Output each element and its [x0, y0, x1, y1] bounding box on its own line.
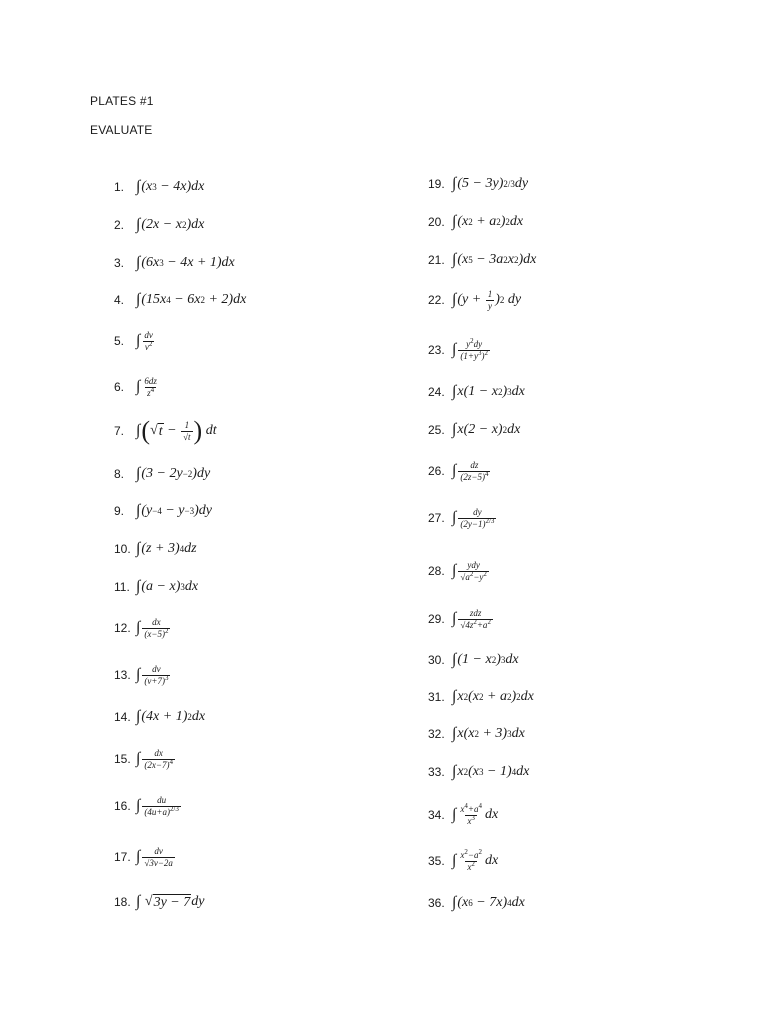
- problem-number: 15.: [114, 752, 131, 766]
- problem-10: [114, 534, 197, 564]
- problem-expression: ∫ dv √3v−2a: [136, 846, 173, 868]
- problem-expression: ∫ (a − x) 3 dx: [136, 578, 199, 595]
- problem-number: 22.: [428, 293, 445, 307]
- problem-expression: ∫ (3 − 2y −2 )dy: [136, 465, 211, 482]
- problem-expression: ∫ dy $(2y-1)^{2/3}$: [452, 507, 495, 529]
- problem-27: [428, 503, 497, 533]
- problem-2: [114, 210, 204, 240]
- problem-expression: ∫ x(2 − x) 2 dx: [452, 421, 521, 438]
- problem-expression: ∫ $y^2dy$ $(1+y^3)^2$: [452, 337, 488, 361]
- problem-number: 28.: [428, 564, 445, 578]
- problem-number: 23.: [428, 343, 445, 357]
- problem-19: [428, 169, 528, 199]
- problem-expression: ∫ dz $(2z-5)^4$: [452, 460, 489, 482]
- problem-34: [428, 800, 498, 830]
- problem-expression: ∫ dv $v^2$: [136, 330, 153, 352]
- problem-expression: ∫ x(1 − x 2 ) 3 dx: [452, 383, 525, 400]
- problem-expression: ∫ $x^4+a^4$ $x^3$ dx: [452, 802, 499, 826]
- problem-number: 9.: [114, 504, 125, 518]
- problem-28: [428, 556, 490, 586]
- problem-expression: ∫ (2x − x 2 )dx: [136, 216, 205, 233]
- problem-expression: ∫ (5 − 3y) 2/3 dy: [452, 175, 529, 192]
- problem-number: 12.: [114, 621, 131, 635]
- problem-number: 33.: [428, 765, 445, 779]
- problem-expression: ∫ ( √ t − 1 √t ) dt: [136, 416, 217, 445]
- problem-number: 18.: [114, 895, 131, 909]
- problem-25: [428, 415, 520, 445]
- problem-number: 7.: [114, 424, 125, 438]
- problem-number: 35.: [428, 854, 445, 868]
- problem-33: [428, 757, 529, 787]
- problem-number: 10.: [114, 542, 131, 556]
- problem-number: 26.: [428, 464, 445, 478]
- problem-expression: ∫ (6x 3 − 4x + 1)dx: [136, 254, 235, 271]
- problem-expression: ∫ (4x + 1) 2 dx: [136, 708, 206, 725]
- problem-expression: ∫ (y + 1 y ) 2 dy: [452, 289, 522, 311]
- problem-expression: ∫ (x 5 − 3a 2 x 2 )dx: [452, 251, 537, 268]
- problem-4: [114, 285, 246, 315]
- problem-number: 14.: [114, 710, 131, 724]
- problem-expression: ∫ ydy $√a^2-y^2$: [452, 560, 487, 582]
- problem-expression: ∫ (x 3 − 4x)dx: [136, 178, 205, 195]
- problem-32: [428, 719, 525, 749]
- problem-expression: ∫ dv $(v+7)^3$: [136, 664, 169, 686]
- problem-number: 13.: [114, 668, 131, 682]
- problem-29: [428, 604, 494, 634]
- problem-11: [114, 572, 198, 602]
- problem-7: [114, 416, 217, 446]
- problem-expression: ∫ (15x 4 − 6x 2 + 2)dx: [136, 291, 247, 308]
- problem-12: [114, 613, 171, 643]
- problem-expression: ∫ du $(4u+a)^{2/3}$: [136, 795, 179, 817]
- problem-14: [114, 702, 205, 732]
- problem-5: [114, 326, 156, 356]
- problem-expression: ∫ (z + 3) 4 dz: [136, 540, 197, 557]
- problem-17: [114, 842, 176, 872]
- problem-24: [428, 377, 525, 407]
- problem-number: 27.: [428, 511, 445, 525]
- problem-expression: ∫ (y −4 − y −3 )dy: [136, 502, 212, 519]
- problem-number: 25.: [428, 423, 445, 437]
- problem-number: 31.: [428, 690, 445, 704]
- problem-expression: ∫ x(x 2 + 3) 3 dx: [452, 725, 525, 742]
- problem-35: [428, 846, 498, 876]
- problem-8: [114, 459, 210, 489]
- problem-number: 5.: [114, 334, 125, 348]
- problem-number: 6.: [114, 380, 125, 394]
- problem-number: 30.: [428, 653, 445, 667]
- problem-number: 16.: [114, 799, 131, 813]
- problem-18: [114, 887, 204, 917]
- problem-22: [428, 285, 521, 315]
- problem-number: 19.: [428, 177, 445, 191]
- problem-expression: ∫ (x 6 − 7x) 4 dx: [452, 894, 525, 911]
- problem-number: 1.: [114, 180, 125, 194]
- problem-expression: ∫ 6dz $z^4$: [136, 376, 157, 398]
- problem-expression: ∫ (x 2 + a 2 ) 2 dx: [452, 213, 524, 230]
- problem-number: 36.: [428, 896, 445, 910]
- problem-number: 11.: [114, 580, 130, 594]
- problem-number: 20.: [428, 215, 445, 229]
- problem-number: 21.: [428, 253, 445, 267]
- problem-expression: ∫ $x^2-a^2$ $x^2$ dx: [452, 848, 499, 872]
- problem-number: 24.: [428, 385, 445, 399]
- problem-6: [114, 372, 160, 402]
- problem-number: 3.: [114, 256, 125, 270]
- problem-16: [114, 791, 182, 821]
- problem-number: 29.: [428, 612, 445, 626]
- problem-expression: ∫ (1 − x 2 ) 3 dx: [452, 651, 519, 668]
- problem-26: [428, 456, 491, 486]
- problem-number: 8.: [114, 467, 125, 481]
- problem-number: 2.: [114, 218, 125, 232]
- problem-expression: ∫ x 2 (x 3 − 1) 4 dx: [452, 763, 530, 780]
- problem-number: 4.: [114, 293, 125, 307]
- problem-36: [428, 888, 525, 918]
- problem-3: [114, 248, 235, 278]
- problem-expression: ∫ x 2 (x 2 + a 2 ) 2 dx: [452, 688, 534, 705]
- problem-13: [114, 660, 171, 690]
- problem-23: [428, 335, 491, 365]
- problem-number: 34.: [428, 808, 445, 822]
- problem-expression: ∫ √ 3y − 7 dy: [136, 893, 205, 910]
- page-title: PLATES #1: [90, 94, 154, 108]
- problem-20: [428, 207, 523, 237]
- problem-1: [114, 172, 204, 202]
- problem-15: [114, 744, 176, 774]
- problem-31: [428, 682, 534, 712]
- problem-30: [428, 645, 519, 675]
- problem-expression: ∫ zdz $√4z^2+a^2$: [452, 608, 491, 630]
- instruction-label: EVALUATE: [90, 123, 153, 137]
- problem-expression: ∫ dx $(x-5)^2$: [136, 617, 169, 639]
- problem-9: [114, 496, 212, 526]
- problem-expression: ∫ dx $(2x-7)^4$: [136, 748, 173, 770]
- problem-number: 32.: [428, 727, 445, 741]
- problem-21: [428, 245, 536, 275]
- problem-number: 17.: [114, 850, 131, 864]
